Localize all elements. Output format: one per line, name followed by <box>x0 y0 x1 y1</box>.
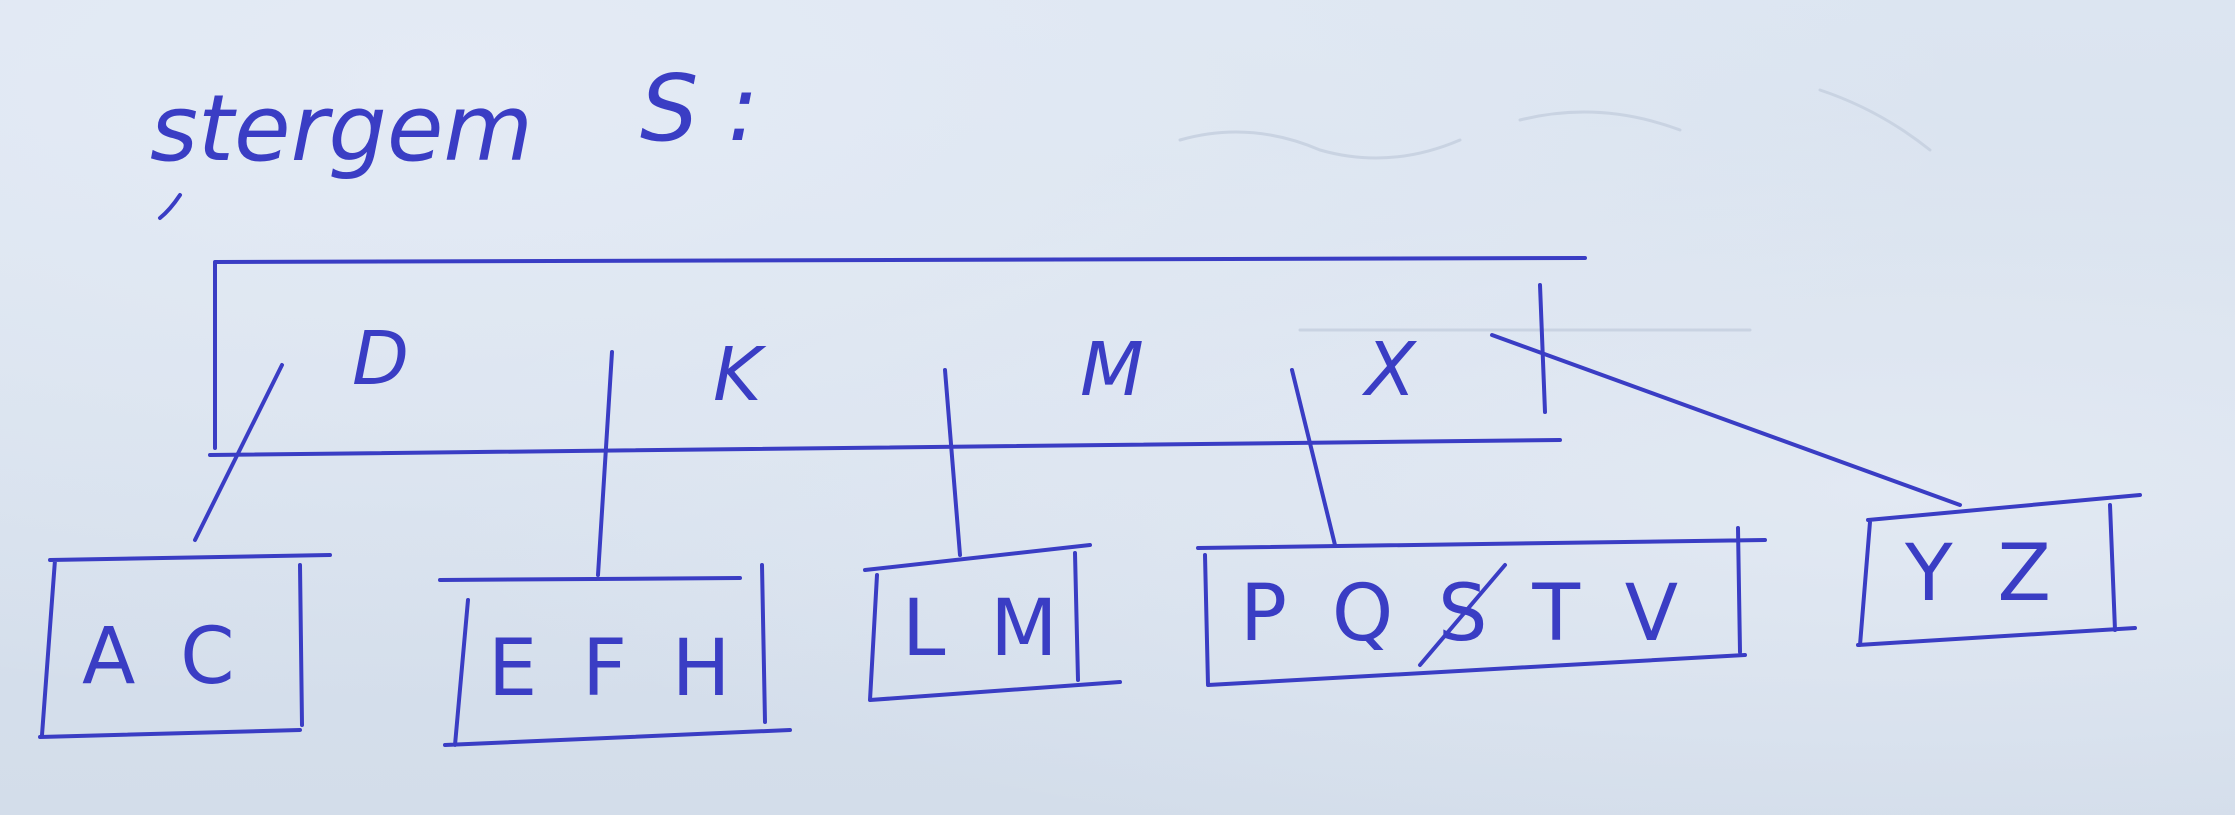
leaf-label-2: E F H <box>488 624 741 714</box>
title-word: stergem <box>150 75 534 182</box>
paper-smudges <box>1180 90 1930 330</box>
leaf-node-5 <box>1858 495 2140 645</box>
pointer-3 <box>945 370 960 555</box>
leaf-label-5: Y Z <box>1905 529 2061 619</box>
root-key-k: K <box>713 332 762 418</box>
root-key-m: M <box>1080 327 1144 413</box>
pointer-4 <box>1292 370 1335 545</box>
leaf-label-3: L M <box>902 584 1068 674</box>
root-key-d: D <box>352 316 409 402</box>
leaf-node-3 <box>865 545 1120 700</box>
title-symbol: S : <box>640 55 759 162</box>
leaf-node-1 <box>40 555 330 737</box>
root-key-x: X <box>1365 327 1416 413</box>
leaf-label-4: P Q S T V <box>1240 569 1689 659</box>
leaf-node-2 <box>440 565 790 745</box>
leaf-label-1: A C <box>82 612 245 702</box>
pointer-2 <box>598 352 612 575</box>
title-comma-mark <box>160 195 180 218</box>
pointer-5 <box>1492 335 1960 505</box>
